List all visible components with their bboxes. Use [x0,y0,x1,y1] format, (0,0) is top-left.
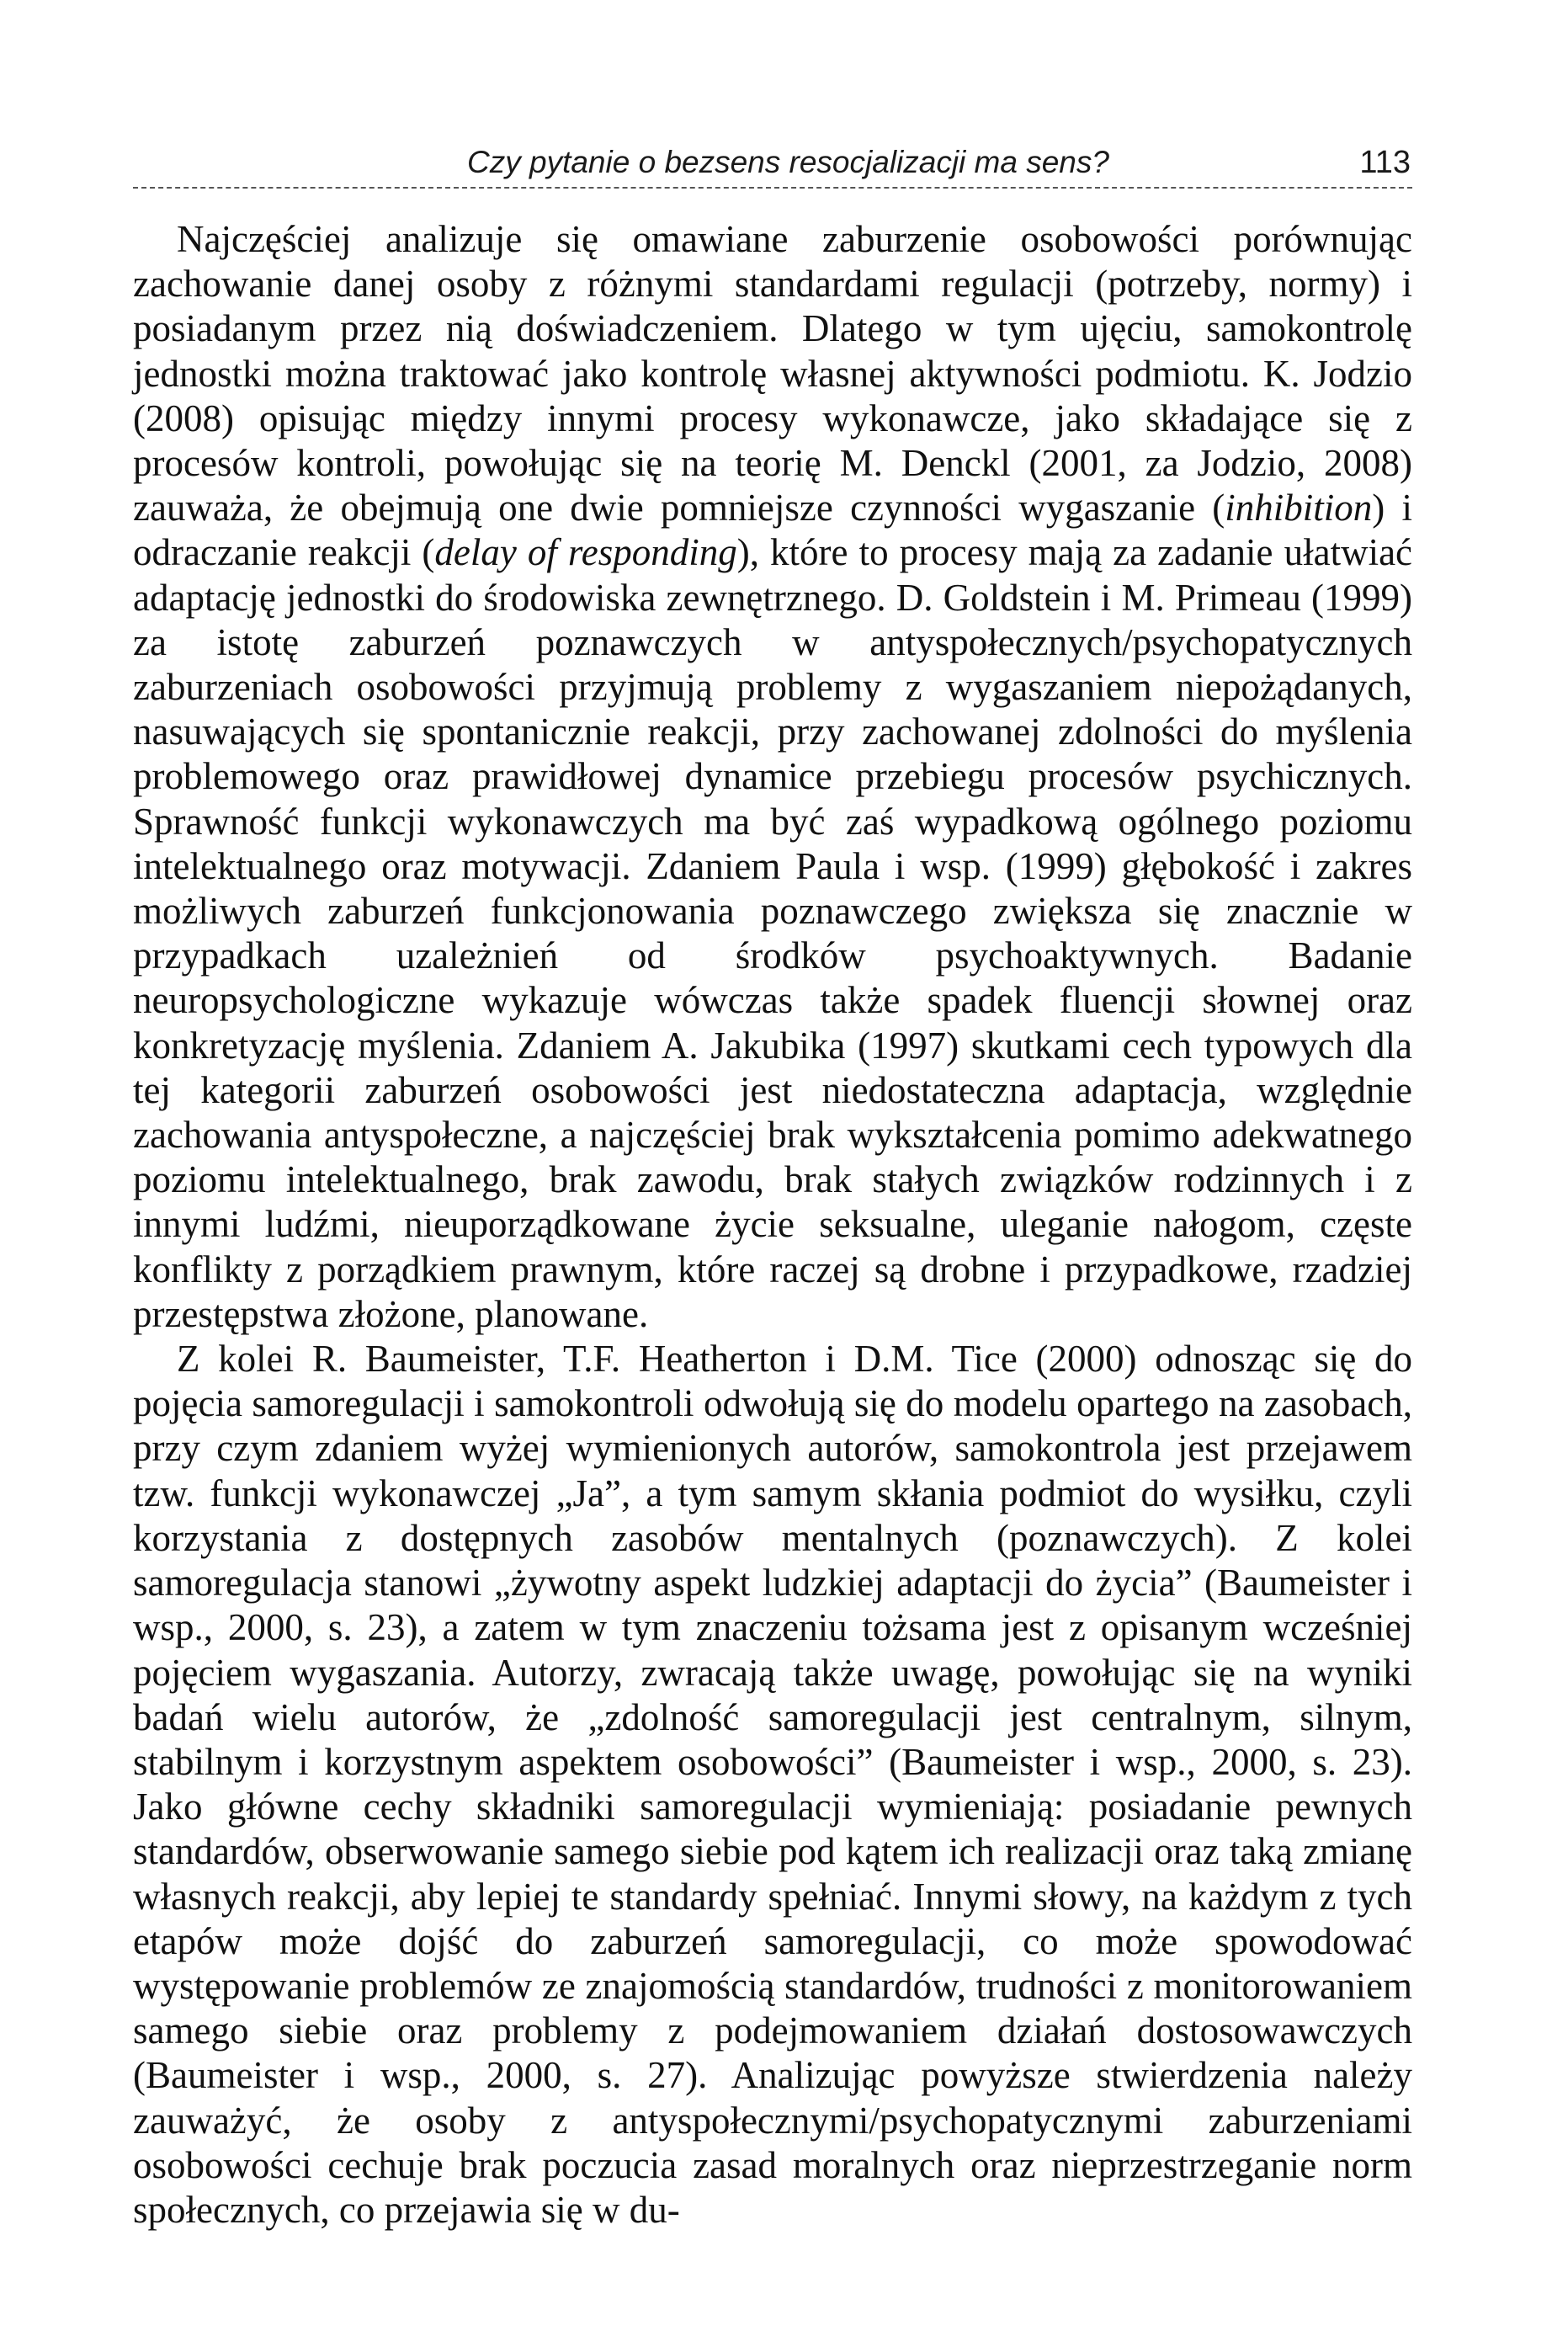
term-delay-of-responding: delay of responding [434,531,737,574]
page-number: 113 [1359,145,1411,180]
paragraph-1-part-2: ) i odraczanie reakcji ( [133,487,1412,574]
paragraph-2: Z kolei R. Baumeister, T.F. Heatherton i D.M. Tice (2000) odnosząc się do pojęcia samoregulacji i samokontroli odwołują się do modelu opartego na zasobach, przy czym zdaniem wyżej wymienionych autorów, samokontrola jest przejawem tzw. funkcji wykonawczej „Ja”, a tym samym skłania podmiot do wysiłku, czyli korzystania z dostępnych zasobów mentalnych (poznawczych). Z kolei samoregulacja stanowi „żywotny aspekt ludzkiej adaptacji do życia” (Baumeister i wsp., 2000, s. 23), a zatem w tym znaczeniu tożsama jest z opisanym wcześniej pojęciem wygaszania. Autorzy, zwracają także uwagę, powołując się na wyniki badań wielu autorów, że „zdolność samoregulacji jest centralnym, silnym, stabilnym i korzystnym aspektem osobowości” (Baumeister i wsp., 2000, s. 23). Jako główne cechy składniki samoregulacji wymieniają: posiadanie pewnych standardów, obserwowanie samego siebie pod kątem ich realizacji oraz taką zmianę własnych reakcji, aby lepiej te standardy spełniać. Innymi słowy, na każdym z tych etapów może dojść do zaburzeń samoregulacji, co może spowodować występowanie problemów ze znajomością standardów, trudności z monitorowaniem samego siebie oraz problemy z podejmowaniem działań dostosowawczych (Baumeister i wsp., 2000, s. 27). Analizując powyższe stwierdzenia należy zauważyć, że osoby z antyspołecznymi/psychopatycznymi zaburzeniami osobowości cechuje brak poczucia zasad moralnych oraz nieprzestrzeganie norm społecznych, co przejawia się w du- [133,1338,1412,2231]
body-text [133,217,1412,2233]
paragraph-1 [133,217,1412,1337]
paragraph-1-part-3: ), które to procesy mają za zadanie ułatwiać adaptację jednostki do środowiska zewnętrznego. D. Goldstein i M. Primeau (1999) za istotę zaburzeń poznawczych w antyspołecznych/psychopatycznych zaburzeniach osobowości przyjmują problemy z wygaszaniem niepożądanych, nasuwających się spontanicznie reakcji, przy zachowanej zdolności do myślenia problemowego oraz prawidłowej dynamice przebiegu procesów psychicznych. Sprawność funkcji wykonawczych ma być zaś wypadkową ogólnego poziomu intelektualnego oraz motywacji. Zdaniem Paula i wsp. (1999) głębokość i zakres możliwych zaburzeń funkcjonowania poznawczego zwiększa się znacznie w przypadkach uzależnień od środków psychoaktywnych. Badanie neuropsychologiczne wykazuje wówczas także spadek fluencji słownej oraz konkretyzację myślenia. Zdaniem A. Jakubika (1997) skutkami cech typowych dla tej kategorii zaburzeń osobowości jest niedostateczna adaptacja, względnie zachowania antyspołeczne, a najczęściej brak wykształcenia pomimo adekwatnego poziomu intelektualnego, brak zawodu, brak stałych związków rodzinnych i z innymi ludźmi, nieuporządkowane życie seksualne, uleganie nałogom, częste konflikty z porządkiem prawnym, które raczej są drobne i przypadkowe, rzadziej przestępstwa złożone, planowane. [133,531,1413,1335]
paragraph-1-part-1: Najczęściej analizuje się omawiane zaburzenie osobowości porównując zachowanie danej osoby z różnymi standardami regulacji (potrzeby, normy) i posiadanym przez nią doświadczeniem. Dlatego w tym ujęciu, samokontrolę jednostki można traktować jako kontrolę własnej aktywności podmiotu. K. Jodzio (2008) opisując między innymi procesy wykonawcze, jako składające się z procesów kontroli, powołując się na teorię M. Denckl (2001, za Jodzio, 2008) zauważa, że obejmują one dwie pomniejsze czynności wygaszanie ( [133,218,1412,530]
header-rule [133,187,1412,189]
running-head-title: Czy pytanie o bezsens resocjalizacji ma sens? [467,145,1109,179]
term-inhibition: inhibition [1225,487,1373,530]
